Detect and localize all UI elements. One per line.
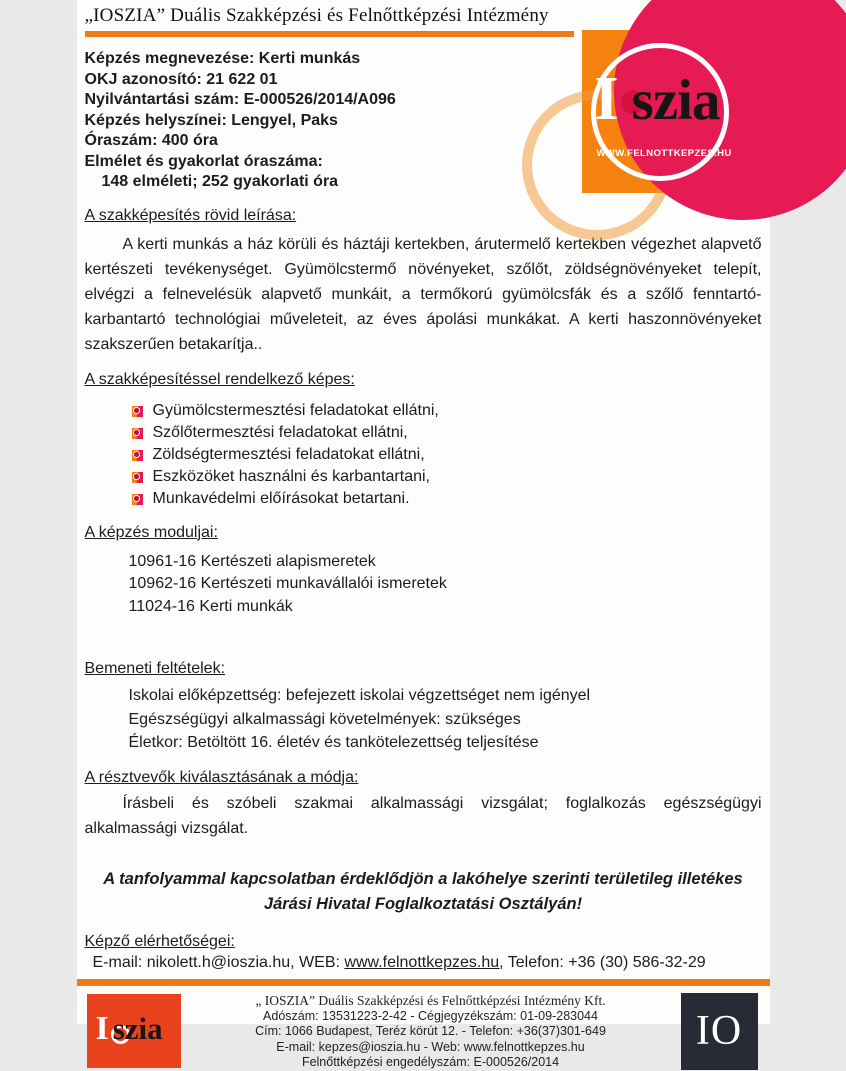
list-item	[132, 444, 762, 466]
footer-logo-letters-szia: szia	[113, 1011, 163, 1046]
footer-company-name: „ IOSZIA” Duális Szakképzési és Felnőttképzési Intézmény Kft.	[187, 992, 675, 1009]
logo-letters-szia: szia	[632, 69, 720, 132]
ioszia-bullet-icon	[132, 450, 143, 461]
header-divider	[85, 31, 574, 37]
requirements-list	[129, 684, 762, 755]
hours-line: Óraszám: 400 óra	[85, 131, 762, 152]
ioszia-logo	[582, 30, 768, 193]
flyer-page	[77, 0, 770, 1024]
capability-text: Zöldségtermesztési feladatokat ellátni,	[153, 444, 425, 466]
list-item: 10961-16 Kertészeti alapismeretek	[129, 551, 762, 574]
list-item: 11024-16 Kerti munkák	[129, 596, 762, 619]
contact-suffix: Telefon: +36 (30) 586-32-29	[504, 954, 706, 971]
capabilities-list	[132, 400, 762, 510]
list-item	[132, 422, 762, 444]
list-item	[132, 488, 762, 510]
footer-address-line: Cím: 1066 Budapest, Teréz körút 12. - Telefon: +36(37)301-649	[187, 1024, 675, 1040]
section-heading-description: A szakképesítés rövid leírása:	[85, 207, 762, 225]
modules-list	[129, 551, 762, 619]
logo-letter-i: I	[595, 65, 619, 133]
footer	[77, 986, 770, 1071]
list-item: Életkor: Betöltött 16. életév és tankötelezettség teljesítése	[129, 731, 762, 755]
course-name-line: Képzés megnevezése: Kerti munkás	[85, 49, 762, 70]
ioszia-bullet-icon	[132, 428, 143, 439]
section-heading-modules: A képzés moduljai:	[85, 524, 762, 542]
list-item	[132, 400, 762, 422]
contact-line	[93, 954, 762, 972]
footer-logo-letter-i: I	[96, 1010, 109, 1047]
capability-text: Eszközöket használni és karbantartani,	[153, 466, 430, 488]
selection-paragraph: Írásbeli és szóbeli szakmai alkalmassági vizsgálat; foglalkozás egészségügyi alkalmassági vizsgálat.	[85, 791, 762, 841]
description-paragraph: A kerti munkás a ház körüli és háztáji kertekben, árutermelő kertekben végezhet alapvető kertészeti tevékenységet. Gyümölcstermő növényeket, szőlőt, zöldségnövényeket telepít, elvégzi a felnevelésük alapvető munkáit, a termőkorú gyümölcsfák és a szőlő fenntartó-karbantartó technológiai műveleteit, az éves ápolási munkákat. A kerti haszonnövényeket szakszerűen betakarítja..	[85, 232, 762, 357]
footer-email-line: E-mail: kepzes@ioszia.hu - Web: www.felnottkepzes.hu	[187, 1040, 675, 1056]
locations-line: Képzés helyszínei: Lengyel, Paks	[85, 111, 762, 132]
list-item: Iskolai előképzettség: befejezett iskolai végzettséget nem igényel	[129, 684, 762, 708]
capability-text: Gyümölcstermesztési feladatokat ellátni,	[153, 400, 439, 422]
list-item	[132, 466, 762, 488]
registration-number-line: Nyilvántartási szám: E-000526/2014/A096	[85, 90, 762, 111]
footer-logo-wordmark	[96, 1010, 163, 1048]
org-title: „IOSZIA” Duális Szakképzési és Felnőttképzési Intézmény	[85, 5, 762, 27]
list-item: 10962-16 Kertészeti munkavállalói ismeretek	[129, 573, 762, 596]
list-item: Egészségügyi alkalmassági követelmények: szükséges	[129, 708, 762, 732]
footer-divider	[77, 979, 770, 986]
ioszia-bullet-icon	[132, 494, 143, 505]
footer-tax-line: Adószám: 13531223-2-42 - Cégjegyzékszám: 01-09-283044	[187, 1009, 675, 1025]
logo-website-text: WWW.FELNOTTKEPZES.HU	[597, 148, 732, 159]
theory-practice-hours-line: 148 elméleti; 252 gyakorlati óra	[85, 172, 762, 193]
section-heading-capabilities: A szakképesítéssel rendelkező képes:	[85, 371, 762, 389]
contact-prefix: E-mail: nikolett.h@ioszia.hu, WEB:	[93, 954, 345, 971]
section-heading-requirements: Bemeneti feltételek:	[85, 660, 762, 678]
theory-practice-label-line: Elmélet és gyakorlat óraszáma:	[85, 152, 762, 173]
okj-id-line: OKJ azonosító: 21 622 01	[85, 70, 762, 91]
footer-license-line: Felnőttképzési engedélyszám: E-000526/2014	[187, 1055, 675, 1071]
notice-text: A tanfolyammal kapcsolatban érdeklődjön a lakóhelye szerinti területileg illetékes Járási Hivatal Foglalkoztatási Osztályán!	[87, 867, 760, 917]
logo-wordmark	[595, 64, 720, 140]
capability-text: Szőlőtermesztési feladatokat ellátni,	[153, 422, 408, 444]
capability-text: Munkavédelmi előírásokat betartani.	[153, 488, 410, 510]
section-heading-selection: A résztvevők kiválasztásának a módja:	[85, 769, 762, 787]
website-link[interactable]: www.felnottkepzes.hu,	[344, 954, 503, 971]
ioszia-bullet-icon	[132, 406, 143, 417]
footer-io-badge: IO	[681, 993, 758, 1070]
footer-company-info	[181, 992, 681, 1071]
section-heading-contact: Képző elérhetőségei:	[85, 933, 762, 951]
ioszia-bullet-icon	[132, 472, 143, 483]
footer-ioszia-logo	[87, 994, 181, 1068]
